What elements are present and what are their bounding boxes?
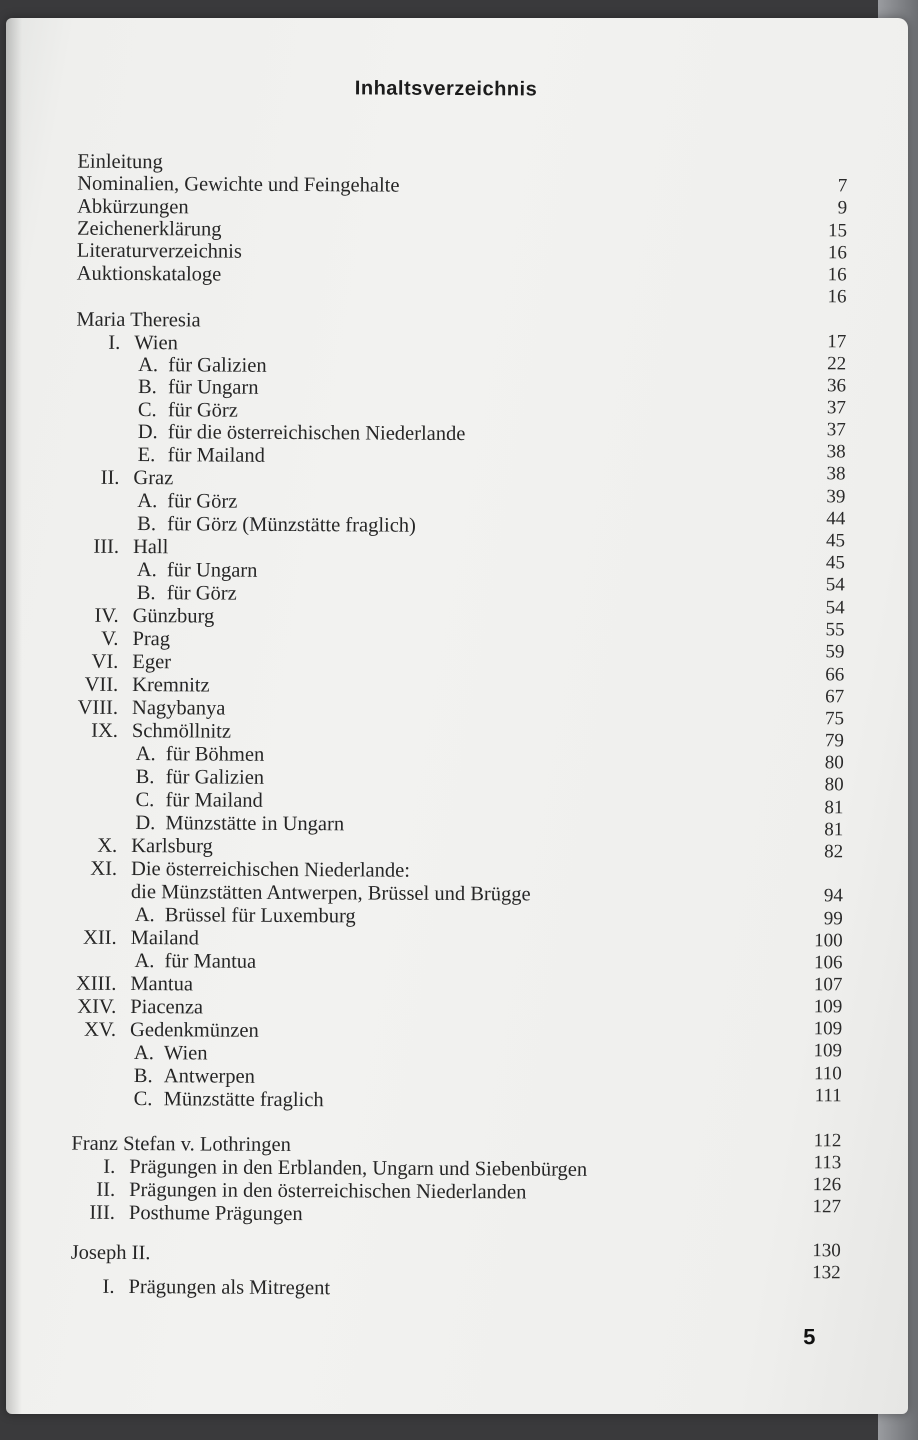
page-number: 37: [826, 397, 846, 419]
roman-numeral: I.: [103, 1155, 116, 1178]
toc-entry-label: Antwerpen: [163, 1065, 255, 1088]
roman-numeral: VII.: [84, 673, 119, 696]
toc-entry-label: für Mantua: [164, 950, 257, 973]
toc-entry-label: Piacenza: [130, 996, 204, 1019]
page-number: 81: [824, 819, 844, 841]
page-number: 16: [827, 242, 847, 264]
page-number: 107: [813, 974, 843, 996]
toc-entry-label: Literaturverzeichnis: [76, 239, 242, 263]
section-letter: B.: [137, 376, 157, 399]
toc-entry-label: Die österreichischen Niederlande:: [131, 858, 411, 882]
section-letter: A.: [133, 1042, 154, 1065]
toc-entry-label: für Ungarn: [167, 376, 259, 399]
toc-entry-label: Mantua: [130, 973, 194, 996]
toc-entry-label: für Görz: [167, 490, 238, 513]
toc-entry-label: Nagybanya: [131, 697, 226, 720]
toc-entry-label: für Böhmen: [165, 743, 265, 766]
page-number: 54: [825, 597, 845, 619]
section-letter: C.: [137, 399, 157, 422]
roman-numeral: XI.: [90, 857, 118, 880]
page-number: 100: [814, 930, 843, 952]
section-letter: E.: [137, 444, 156, 467]
toc-entry-label: für Görz: [167, 399, 238, 422]
page-number: 16: [827, 264, 847, 286]
page-number: 112: [813, 1130, 842, 1152]
toc-entry-label: Wien: [134, 332, 178, 355]
section-letter: A.: [137, 490, 158, 513]
page-number: 106: [813, 952, 843, 974]
roman-numeral: II.: [96, 1178, 116, 1201]
page-number: 36: [826, 375, 847, 397]
toc-entry-label: Hall: [132, 536, 169, 559]
page-number: 39: [826, 486, 846, 508]
page-number: 44: [826, 508, 846, 530]
toc-entry-label: Joseph II.: [70, 1241, 151, 1265]
section-letter: B.: [135, 766, 155, 789]
page-number: 111: [814, 1085, 842, 1107]
toc-entry-label: Münzstätte in Ungarn: [165, 812, 345, 836]
toc-entry-label: Auktionskataloge: [76, 262, 222, 286]
toc-entry-label: Prägungen in den Erblanden, Ungarn und Siebenbürgen: [129, 1156, 588, 1181]
roman-numeral: IV.: [94, 604, 119, 627]
page-number: 130: [812, 1240, 841, 1262]
roman-numeral: I.: [108, 331, 121, 354]
page-number: 82: [824, 841, 844, 863]
toc-entry-label: Günzburg: [132, 605, 215, 628]
page-number: 126: [812, 1174, 842, 1196]
toc-entry-label: Graz: [133, 467, 174, 490]
page-number: 55: [825, 619, 845, 641]
toc-entry-label: Gedenkmünzen: [130, 1019, 259, 1042]
toc-entry-label: Prag: [132, 628, 171, 651]
page-number: 110: [813, 1063, 842, 1085]
toc-entry-label: Posthume Prägungen: [128, 1202, 303, 1226]
roman-numeral: V.: [101, 627, 119, 650]
page-number: 15: [827, 220, 848, 242]
page-number: 45: [826, 530, 846, 552]
section-letter: A.: [134, 950, 155, 973]
section-letter: B.: [137, 513, 157, 536]
toc-entry-label: für Mailand: [165, 789, 263, 812]
page-number: 79: [824, 730, 844, 752]
toc-entry-label: Wien: [163, 1042, 208, 1065]
roman-numeral: VIII.: [77, 696, 119, 719]
page-number: 37: [826, 419, 846, 441]
toc-entry-label: Franz Stefan v. Lothringen: [71, 1132, 292, 1156]
toc-entry-label: Abkürzungen: [77, 195, 189, 219]
toc-entry-label: Kremnitz: [132, 674, 210, 697]
toc-entry-label: Eger: [132, 651, 172, 674]
section-letter: A.: [134, 904, 155, 927]
section-letter: D.: [137, 421, 158, 444]
toc-entry-label: Einleitung: [77, 150, 163, 174]
toc-entry-label: für Ungarn: [166, 559, 258, 582]
page-number: 54: [825, 574, 845, 596]
toc-entry-label: Karlsburg: [131, 835, 213, 858]
folio-page-number: 5: [803, 1324, 816, 1350]
page-number: 38: [826, 463, 846, 485]
section-letter: A.: [136, 559, 157, 582]
toc-entry-label: Prägungen als Mitregent: [128, 1276, 331, 1300]
toc-entry-label: Schmöllnitz: [131, 720, 232, 743]
roman-numeral: XII.: [82, 926, 117, 949]
roman-numeral: IX.: [91, 719, 118, 742]
page-number: 109: [813, 1040, 843, 1062]
toc-entry-label: Münzstätte fraglich: [163, 1088, 324, 1112]
section-letter: D.: [135, 812, 156, 835]
toc-entry-label: für Galizien: [168, 354, 267, 377]
book-page: [6, 18, 908, 1414]
toc-entry-label: für die österreichischen Niederlande: [167, 421, 466, 446]
toc-entry-label: die Münzstätten Antwerpen, Brüssel und Brügge: [130, 881, 531, 906]
toc-entry-label: für Galizien: [165, 766, 265, 789]
page-number: 113: [813, 1152, 842, 1174]
page-number: 127: [812, 1196, 842, 1218]
section-letter: C.: [135, 789, 155, 812]
roman-numeral: XIII.: [75, 972, 117, 995]
page-number: 59: [825, 641, 845, 663]
page-title: Inhaltsverzeichnis: [354, 77, 538, 101]
page-number: 9: [837, 197, 848, 219]
toc-entry-label: Zeichenerklärung: [76, 217, 222, 241]
page-number: 99: [823, 908, 843, 930]
roman-numeral: III.: [89, 1201, 116, 1224]
page-number: 109: [813, 996, 843, 1018]
roman-numeral: XV.: [83, 1018, 117, 1041]
page-number: 16: [827, 286, 847, 308]
roman-numeral: X.: [97, 834, 118, 857]
toc-entry-label: für Görz (Münzstätte fraglich): [167, 513, 416, 537]
page-number: 132: [812, 1262, 841, 1284]
page-number: 7: [837, 175, 848, 197]
toc-entry-label: für Mailand: [167, 444, 266, 467]
page-number: 38: [826, 441, 846, 463]
toc-entry-label: für Görz: [166, 582, 237, 605]
page-number: 17: [827, 331, 847, 353]
page-number: 109: [813, 1018, 843, 1040]
page-content: [6, 18, 908, 1414]
page-number: 81: [824, 797, 844, 819]
section-letter: C.: [133, 1088, 153, 1111]
roman-numeral: II.: [100, 466, 120, 489]
page-number: 45: [825, 552, 846, 574]
roman-numeral: XIV.: [77, 995, 117, 1018]
section-letter: A.: [138, 354, 159, 377]
page-number: 80: [824, 752, 844, 774]
toc-entry-label: Brüssel für Luxemburg: [164, 904, 356, 928]
toc-entry-label: Nominalien, Gewichte und Feingehalte: [77, 172, 400, 197]
page-number: 67: [825, 686, 845, 708]
toc-entry-label: Mailand: [130, 927, 200, 950]
section-letter: B.: [136, 582, 156, 605]
roman-numeral: I.: [102, 1275, 115, 1298]
roman-numeral: VI.: [91, 650, 119, 673]
section-letter: B.: [133, 1065, 153, 1088]
toc-entry-label: Maria Theresia: [76, 308, 201, 332]
page-number: 75: [824, 708, 845, 730]
page-number: 94: [823, 885, 843, 907]
roman-numeral: III.: [93, 535, 120, 558]
page-number: 80: [824, 774, 844, 796]
section-letter: A.: [135, 743, 156, 766]
toc-entry-label: Prägungen in den österreichischen Niederlanden: [129, 1179, 527, 1204]
page-number: 22: [827, 353, 847, 375]
page-number: 66: [825, 664, 845, 686]
